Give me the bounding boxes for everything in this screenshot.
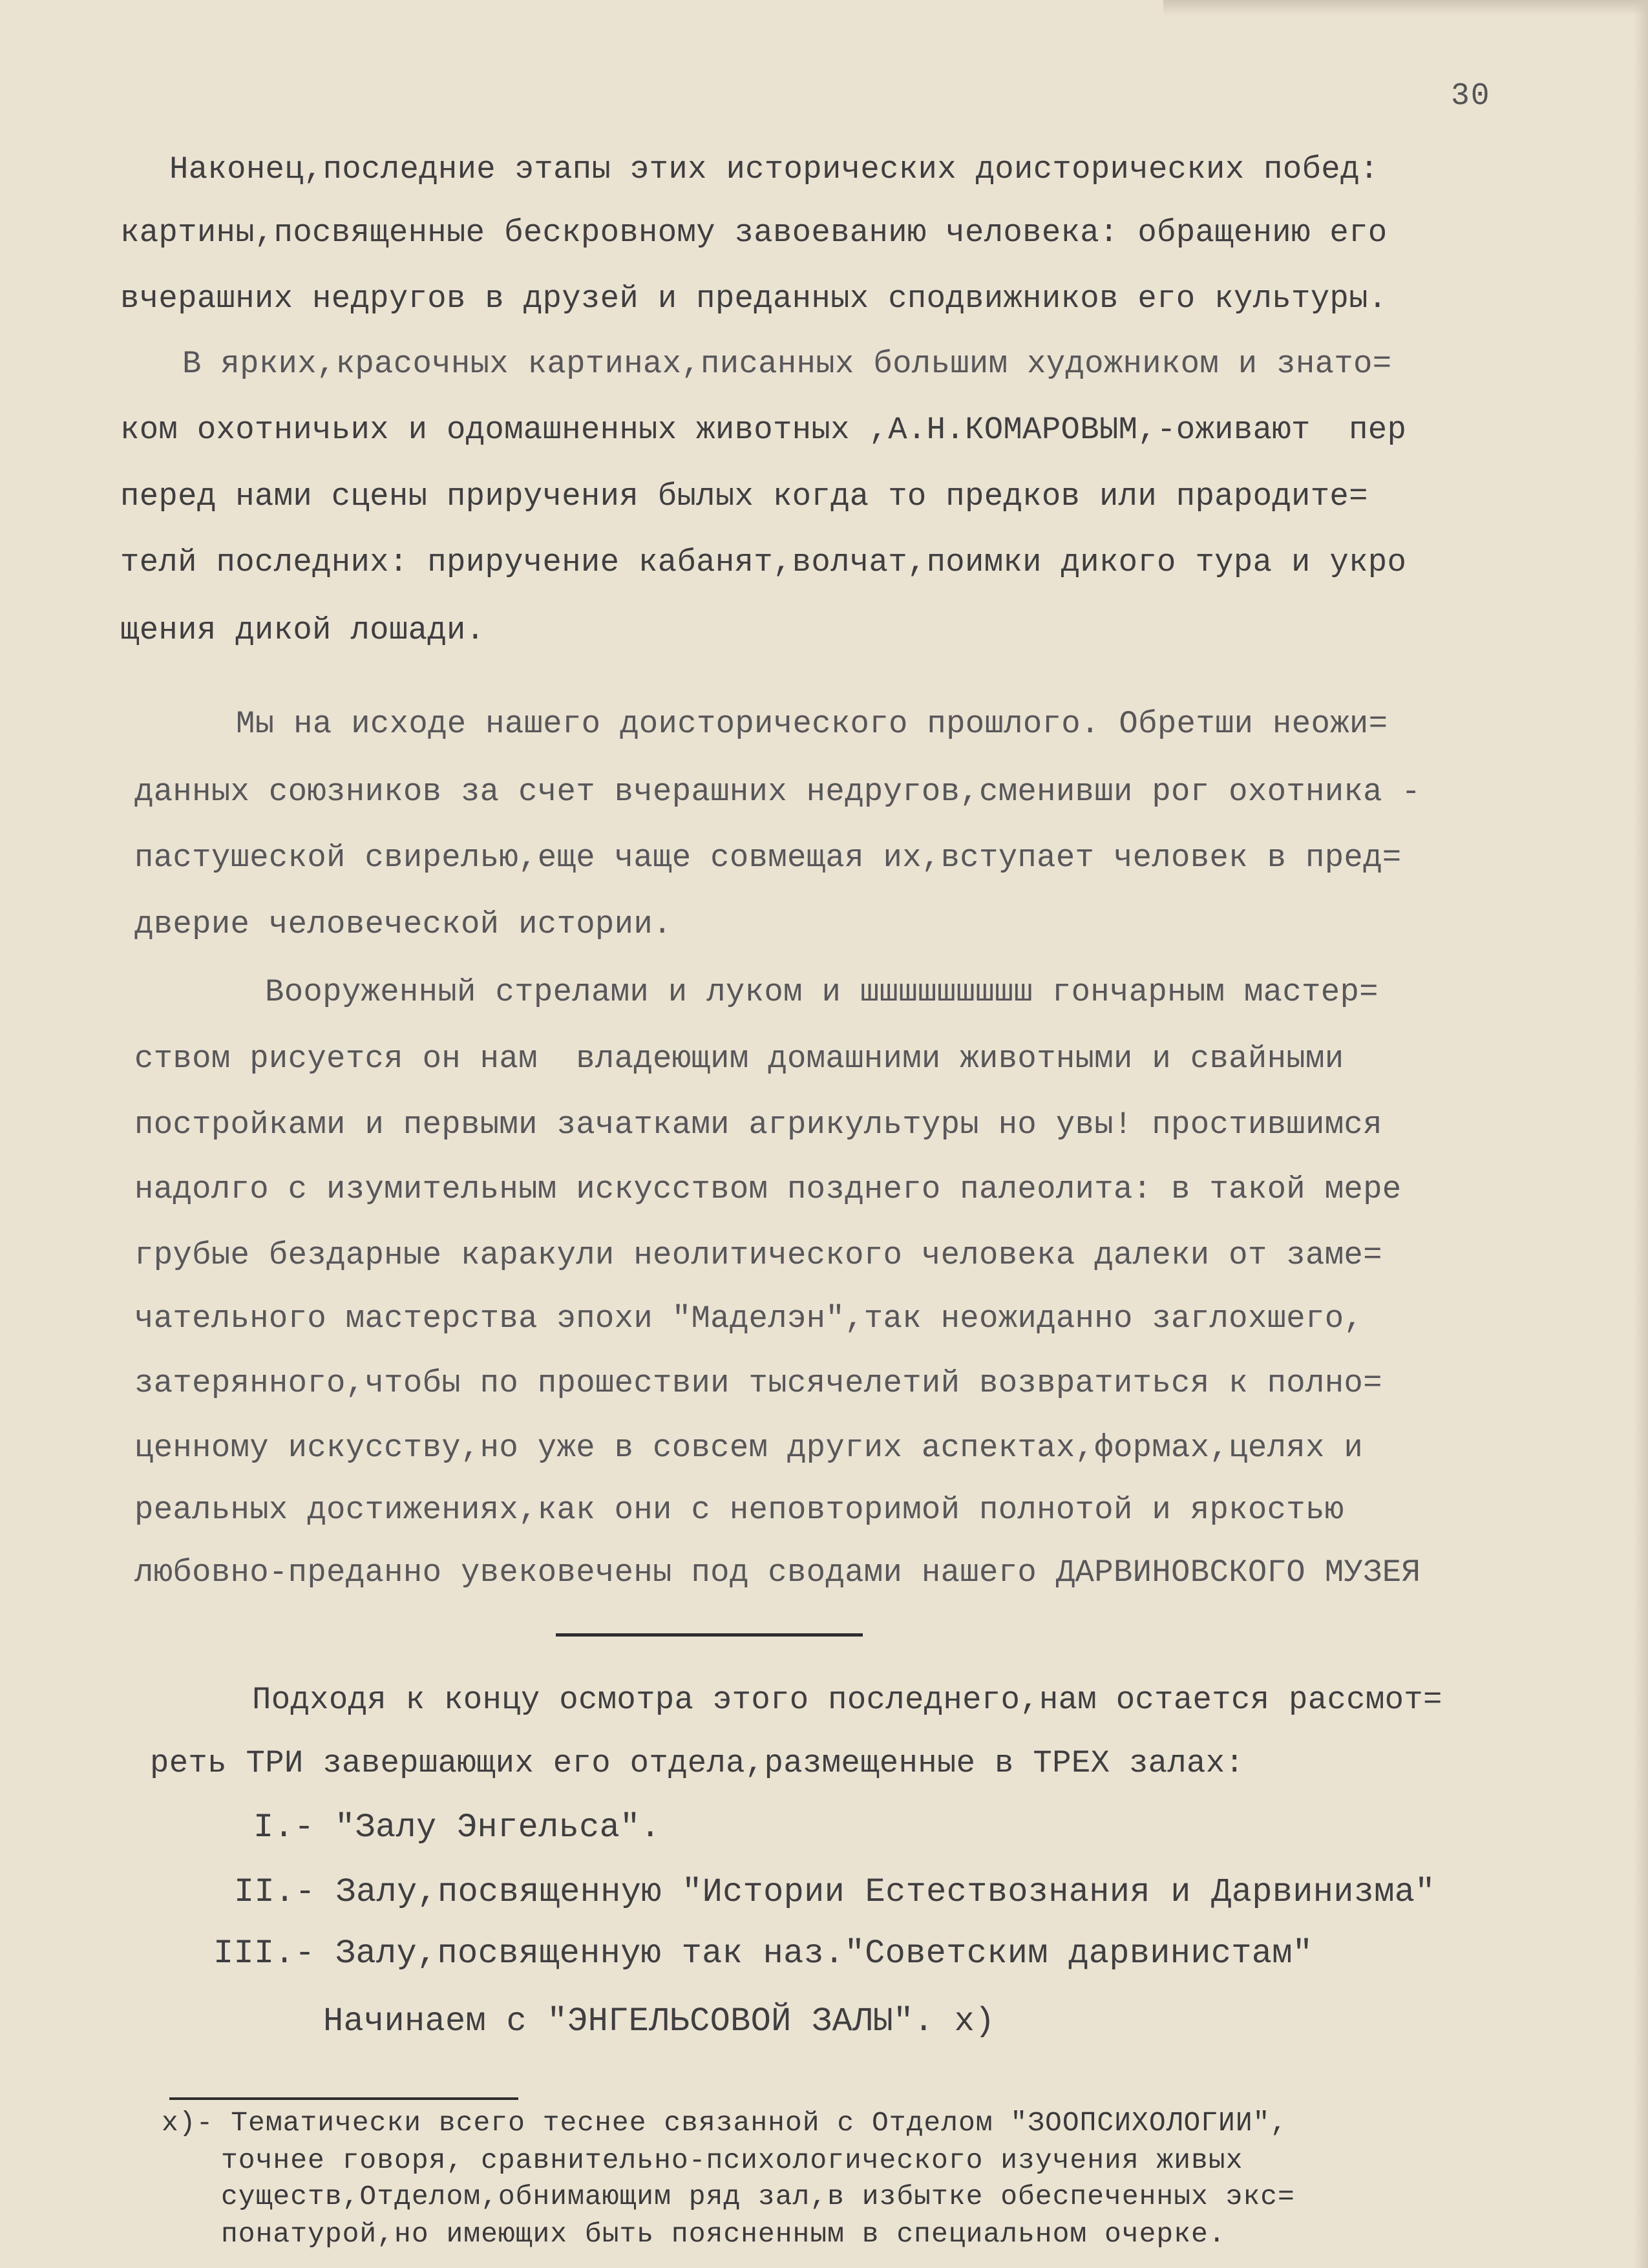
- paragraph-4-line-3: постройками и первыми зачатками агрикультуры но увы! простившимся: [134, 1107, 1382, 1143]
- paragraph-4-line-2: ством рисуется он нам владеющим домашними животными и свайными: [134, 1041, 1344, 1077]
- paragraph-4-line-6: чательного мастерства эпохи "Маделэн",так неожиданно заглохшего,: [134, 1300, 1364, 1337]
- paragraph-1-line-2: картины,посвященные бескровному завоеванию человека: обращению его: [120, 215, 1388, 251]
- paragraph-4-line-9: реальных достижениях,как они с неповторимой полнотой и яркостью: [134, 1492, 1344, 1528]
- hall-list-item-1: I.- "Залу Энгельса".: [253, 1808, 661, 1847]
- hall-list-item-2: II.- Залу,посвященную "Истории Естествознания и Дарвинизма": [234, 1873, 1435, 1911]
- paragraph-2-line-1: В ярких,красочных картинах,писанных большим художником и знато=: [182, 346, 1392, 382]
- paragraph-4-line-8: ценному искусству,но уже в совсем других аспектах,формах,целях и: [134, 1430, 1364, 1466]
- page-edge-shadow-top: [1163, 0, 1648, 16]
- paragraph-4-line-4: надолго с изумительным искусством позднего палеолита: в такой мере: [134, 1171, 1402, 1207]
- paragraph-3-line-1: Мы на исходе нашего доисторического прошлого. Обретши неожи=: [236, 706, 1388, 742]
- footnote-rule: [169, 2097, 518, 2100]
- closing-line: Начинаем с "ЭНГЕЛЬСОВОЙ ЗАЛЫ". х): [323, 2002, 995, 2040]
- paragraph-2-line-2: ком охотничьих и одомашненных животных ,А.Н.КОМАРОВЫМ,-оживают пер: [120, 412, 1407, 448]
- paragraph-5-line-1: Подходя к концу осмотра этого последнего,нам остается рассмот=: [252, 1682, 1442, 1718]
- paragraph-1-line-1: Наконец,последние этапы этих исторических доисторических побед:: [169, 151, 1379, 187]
- paragraph-1-line-3: вчерашних недругов в друзей и преданных сподвижников его культуры.: [120, 281, 1388, 317]
- hall-list-item-3: III.- Залу,посвященную так наз."Советским дарвинистам": [213, 1934, 1313, 1973]
- paragraph-4-line-10: любовно-преданно увековечены под сводами нашего ДАРВИНОВСКОГО МУЗЕЯ: [134, 1554, 1421, 1591]
- paragraph-5-line-2: реть ТРИ завершающих его отдела,размещенные в ТРЕХ залах:: [150, 1745, 1245, 1781]
- paragraph-2-line-5: щения дикой лошади.: [120, 612, 485, 648]
- paragraph-3-line-3: пастушеской свирелью,еще чаще совмещая их,вступает человек в пред=: [134, 840, 1402, 876]
- paragraph-3-line-2: данных союзников за счет вчерашних недругов,сменивши рог охотника -: [134, 774, 1421, 810]
- paragraph-2-line-3: перед нами сцены приручения былых когда то предков или прародите=: [120, 478, 1368, 514]
- paragraph-3-line-4: дверие человеческой истории.: [134, 906, 672, 942]
- paragraph-4-line-7: затерянного,чтобы по прошествии тысячелетий возвратиться к полно=: [134, 1365, 1382, 1401]
- page-number: 30: [1451, 79, 1491, 114]
- paragraph-2-line-4: телй последних: приручение кабанят,волчат,поимки дикого тура и укро: [120, 544, 1407, 580]
- section-divider: [556, 1633, 863, 1637]
- footnote-line-1: х)- Тематически всего теснее связанной с Отделом "ЗООПСИХОЛОГИИ",: [162, 2107, 1288, 2139]
- paragraph-4-line-1: Вооруженный стрелами и луком и шшшшшшшшш гончарным мастер=: [265, 974, 1379, 1010]
- paragraph-4-line-5: грубые бездарные каракули неолитического человека далеки от заме=: [134, 1237, 1382, 1273]
- footnote-line-2: точнее говоря, сравнительно-психологического изучения живых: [221, 2145, 1243, 2176]
- footnote-line-4: понатурой,но имеющих быть поясненным в специальном очерке.: [221, 2218, 1226, 2250]
- page-edge-shadow-right: [1634, 0, 1648, 2268]
- footnote-line-3: существ,Отделом,обнимающим ряд зал,в избытке обеспеченных экс=: [221, 2181, 1295, 2212]
